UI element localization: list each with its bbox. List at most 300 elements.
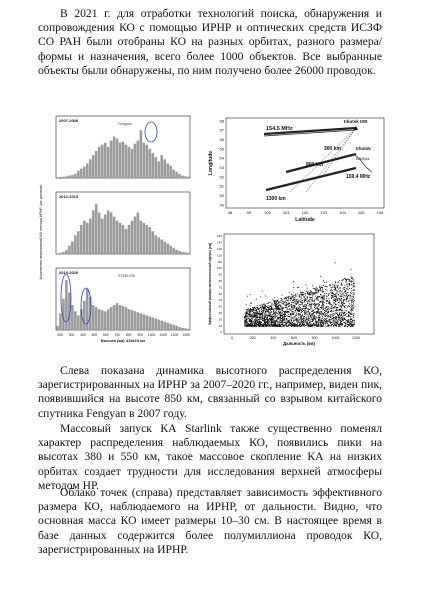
scatter-point bbox=[303, 320, 304, 321]
scatter-point bbox=[293, 287, 294, 288]
scatter-point bbox=[262, 325, 263, 326]
hist-bar bbox=[74, 235, 77, 254]
scatter-point bbox=[347, 286, 348, 287]
scatter-point bbox=[344, 289, 345, 290]
scatter-point bbox=[353, 292, 354, 293]
scatter-point bbox=[322, 318, 323, 319]
scatter-point bbox=[343, 279, 344, 280]
scatter-point bbox=[324, 322, 325, 323]
track-label-300: 300 km bbox=[324, 146, 341, 152]
track-label-159: 159.4 MHz bbox=[346, 174, 371, 180]
scatter-point bbox=[277, 313, 278, 314]
scatter-point bbox=[326, 286, 327, 287]
scatter-point bbox=[353, 307, 354, 308]
scatter-point bbox=[350, 297, 351, 298]
scatter-point bbox=[250, 319, 251, 320]
hist-bar bbox=[125, 307, 128, 330]
scatter-point bbox=[345, 325, 346, 326]
scatter-point bbox=[263, 324, 264, 325]
scatter-point bbox=[272, 303, 273, 304]
scatter-point bbox=[298, 308, 299, 309]
scatter-point bbox=[347, 284, 348, 285]
scatter-point bbox=[318, 316, 319, 317]
scatter-point bbox=[312, 293, 313, 294]
scatter-ytick: 50 bbox=[218, 298, 222, 303]
scatter-point bbox=[291, 304, 292, 305]
scatter-point bbox=[321, 298, 322, 299]
scatter-point bbox=[288, 309, 289, 310]
scatter-point bbox=[316, 325, 317, 326]
scatter-point bbox=[353, 320, 354, 321]
scatter-point bbox=[327, 316, 328, 317]
scatter-point bbox=[275, 326, 276, 327]
scatter-point bbox=[268, 311, 269, 312]
scatter-point bbox=[316, 293, 317, 294]
scatter-point bbox=[335, 310, 336, 311]
scatter-point bbox=[264, 317, 265, 318]
scatter-point bbox=[337, 300, 338, 301]
scatter-point bbox=[338, 315, 339, 316]
hist-bar bbox=[119, 143, 122, 178]
scatter-point bbox=[299, 310, 300, 311]
scatter-point bbox=[292, 314, 293, 315]
scatter-point bbox=[336, 293, 337, 294]
scatter-point bbox=[325, 318, 326, 319]
hist-bar bbox=[157, 161, 160, 178]
scatter-point bbox=[315, 316, 316, 317]
scatter-point bbox=[309, 294, 310, 295]
scatter-point bbox=[280, 312, 281, 313]
fengyan-peak-ellipse bbox=[145, 122, 157, 142]
scatter-point bbox=[267, 309, 268, 310]
hist-bar bbox=[122, 225, 125, 254]
scatter-point bbox=[335, 301, 336, 302]
scatter-point bbox=[346, 284, 347, 285]
scatter-point bbox=[295, 306, 296, 307]
scatter-point bbox=[306, 322, 307, 323]
scatter-point bbox=[294, 323, 295, 324]
hist-bar bbox=[113, 136, 116, 178]
scatter-point bbox=[247, 325, 248, 326]
scatter-point bbox=[323, 324, 324, 325]
scatter-point bbox=[295, 303, 296, 304]
scatter-point bbox=[293, 295, 294, 296]
scatter-point bbox=[310, 319, 311, 320]
scatter-point bbox=[348, 312, 349, 313]
scatter-point bbox=[352, 325, 353, 326]
scatter-point bbox=[275, 301, 276, 302]
scatter-point bbox=[322, 298, 323, 299]
hist-bar bbox=[172, 248, 175, 254]
scatter-point bbox=[340, 300, 341, 301]
scatter-point bbox=[324, 310, 325, 311]
scatter-point bbox=[269, 307, 270, 308]
scatter-point bbox=[306, 305, 307, 306]
scatter-point bbox=[332, 296, 333, 297]
scatter-point bbox=[332, 297, 333, 298]
scatter-point bbox=[304, 326, 305, 327]
scatter-point bbox=[288, 303, 289, 304]
scatter-point bbox=[245, 316, 246, 317]
beam-line bbox=[306, 128, 356, 192]
scatter-point bbox=[273, 311, 274, 312]
scatter-point bbox=[274, 323, 275, 324]
scatter-point bbox=[284, 314, 285, 315]
scatter-point bbox=[331, 287, 332, 288]
scatter-point bbox=[284, 313, 285, 314]
hist-bar bbox=[56, 177, 59, 178]
scatter-point bbox=[278, 302, 279, 303]
scatter-point bbox=[334, 313, 335, 314]
scatter-point bbox=[294, 298, 295, 299]
scatter-point bbox=[324, 297, 325, 298]
hist-bar bbox=[137, 212, 140, 254]
scatter-point bbox=[332, 311, 333, 312]
scatter-point bbox=[343, 300, 344, 301]
scatter-point bbox=[280, 315, 281, 316]
scatter-point bbox=[309, 313, 310, 314]
scatter-point bbox=[296, 299, 297, 300]
hist-bar bbox=[163, 159, 166, 178]
scatter-point bbox=[327, 320, 328, 321]
scatter-point bbox=[306, 319, 307, 320]
scatter-point bbox=[269, 321, 270, 322]
scatter-point bbox=[287, 316, 288, 317]
scatter-point bbox=[334, 317, 335, 318]
scatter-point bbox=[328, 308, 329, 309]
hist-bar bbox=[137, 141, 140, 178]
scatter-point bbox=[301, 302, 302, 303]
scatter-point bbox=[252, 325, 253, 326]
scatter-point bbox=[337, 286, 338, 287]
scatter-point bbox=[336, 318, 337, 319]
scatter-point bbox=[254, 316, 255, 317]
scatter-point bbox=[248, 317, 249, 318]
scatter-point bbox=[255, 322, 256, 323]
scatter-point bbox=[258, 308, 259, 309]
scatter-point bbox=[313, 301, 314, 302]
hist-bar bbox=[71, 242, 74, 254]
scatter-point bbox=[334, 296, 335, 297]
scatter-point bbox=[283, 314, 284, 315]
scatter-point bbox=[310, 290, 311, 291]
scatter-point bbox=[275, 314, 276, 315]
scatter-point bbox=[346, 301, 347, 302]
hist-bar bbox=[98, 212, 101, 254]
scatter-point bbox=[348, 315, 349, 316]
scatter-point bbox=[339, 326, 340, 327]
scatter-point bbox=[253, 321, 254, 322]
scatter-point bbox=[284, 319, 285, 320]
scatter-point bbox=[281, 298, 282, 299]
scatter-point bbox=[284, 320, 285, 321]
scatter-point bbox=[339, 287, 340, 288]
scatter-point bbox=[304, 311, 305, 312]
scatter-point bbox=[273, 324, 274, 325]
hist-period-label: 2007-2009 bbox=[59, 118, 79, 123]
scatter-point bbox=[328, 298, 329, 299]
scatter-point bbox=[331, 306, 332, 307]
scatter-point bbox=[300, 309, 301, 310]
size-range-scatter bbox=[206, 232, 390, 350]
scatter-point bbox=[344, 292, 345, 293]
scatter-point bbox=[278, 314, 279, 315]
scatter-point bbox=[322, 289, 323, 290]
scatter-point bbox=[294, 317, 295, 318]
scatter-point bbox=[316, 326, 317, 327]
scatter-point bbox=[271, 312, 272, 313]
scatter-point bbox=[339, 291, 340, 292]
hist-bar bbox=[77, 171, 80, 178]
scatter-point bbox=[303, 294, 304, 295]
scatter-point bbox=[277, 300, 278, 301]
scatter-point bbox=[282, 299, 283, 300]
scatter-point bbox=[344, 315, 345, 316]
hist-bar bbox=[157, 320, 160, 330]
scatter-point bbox=[354, 293, 355, 294]
scatter-point bbox=[343, 320, 344, 321]
scatter-point bbox=[284, 301, 285, 302]
scatter-point bbox=[258, 319, 259, 320]
scatter-point bbox=[341, 323, 342, 324]
scatter-point bbox=[321, 308, 322, 309]
scatter-point bbox=[304, 298, 305, 299]
scatter-point bbox=[285, 316, 286, 317]
scatter-point bbox=[310, 312, 311, 313]
scatter-point bbox=[325, 321, 326, 322]
scatter-point bbox=[312, 318, 313, 319]
track-ytick: 56 bbox=[219, 137, 224, 143]
scatter-point bbox=[332, 284, 333, 285]
hist-bar bbox=[65, 280, 68, 330]
scatter-point bbox=[276, 301, 277, 302]
hist-bar bbox=[128, 309, 131, 330]
scatter-point bbox=[327, 290, 328, 291]
scatter-point bbox=[276, 325, 277, 326]
scatter-point bbox=[300, 304, 301, 305]
hist-xtick: 800 bbox=[125, 333, 132, 337]
scatter-point bbox=[347, 298, 348, 299]
scatter-point bbox=[326, 306, 327, 307]
scatter-point bbox=[245, 321, 246, 322]
scatter-point bbox=[299, 326, 300, 327]
scatter-point bbox=[266, 319, 267, 320]
scatter-point bbox=[274, 312, 275, 313]
scatter-point bbox=[349, 320, 350, 321]
scatter-point bbox=[341, 307, 342, 308]
scatter-point bbox=[318, 309, 319, 310]
scatter-point bbox=[300, 307, 301, 308]
scatter-point bbox=[249, 314, 250, 315]
scatter-point bbox=[316, 287, 317, 288]
hist-bar bbox=[98, 147, 101, 178]
scatter-point bbox=[339, 318, 340, 319]
scatter-point bbox=[314, 300, 315, 301]
track-ytick: 55 bbox=[219, 146, 224, 152]
track-xtick: 101 bbox=[282, 210, 290, 215]
scatter-point bbox=[344, 291, 345, 292]
scatter-point bbox=[332, 318, 333, 319]
track-label-baikal: BAIKAL bbox=[356, 156, 371, 161]
hist-bar bbox=[187, 253, 190, 254]
scatter-point bbox=[321, 324, 322, 325]
scatter-point bbox=[297, 303, 298, 304]
scatter-point bbox=[317, 317, 318, 318]
scatter-point bbox=[344, 318, 345, 319]
scatter-point bbox=[283, 326, 284, 327]
scatter-point bbox=[328, 295, 329, 296]
scatter-point bbox=[324, 299, 325, 300]
scatter-point bbox=[331, 293, 332, 294]
scatter-point bbox=[291, 318, 292, 319]
scatter-point bbox=[330, 292, 331, 293]
scatter-point bbox=[247, 321, 248, 322]
hist-bar bbox=[86, 223, 89, 254]
scatter-point bbox=[297, 322, 298, 323]
scatter-point bbox=[336, 308, 337, 309]
scatter-point bbox=[306, 297, 307, 298]
scatter-point bbox=[335, 281, 336, 282]
scatter-point bbox=[353, 304, 354, 305]
scatter-point bbox=[279, 305, 280, 306]
scatter-ytick: 140 bbox=[216, 240, 222, 245]
scatter-point bbox=[276, 309, 277, 310]
scatter-point bbox=[270, 326, 271, 327]
scatter-point bbox=[256, 315, 257, 316]
scatter-point bbox=[331, 304, 332, 305]
scatter-point bbox=[278, 318, 279, 319]
scatter-point bbox=[307, 316, 308, 317]
scatter-point bbox=[302, 322, 303, 323]
scatter-point bbox=[313, 320, 314, 321]
scatter-point bbox=[325, 323, 326, 324]
scatter-point bbox=[294, 301, 295, 302]
scatter-point bbox=[251, 318, 252, 319]
scatter-point bbox=[351, 302, 352, 303]
scatter-point bbox=[282, 324, 283, 325]
scatter-point bbox=[303, 317, 304, 318]
scatter-point bbox=[299, 294, 300, 295]
scatter-point bbox=[249, 325, 250, 326]
scatter-point bbox=[336, 290, 337, 291]
scatter-point bbox=[351, 285, 352, 286]
scatter-point bbox=[329, 303, 330, 304]
scatter-point bbox=[322, 314, 323, 315]
scatter-point bbox=[347, 307, 348, 308]
scatter-point bbox=[256, 310, 257, 311]
scatter-point bbox=[329, 319, 330, 320]
scatter-point bbox=[304, 299, 305, 300]
scatter-point bbox=[342, 323, 343, 324]
scatter-point bbox=[300, 318, 301, 319]
scatter-point bbox=[293, 326, 294, 327]
scatter-point bbox=[338, 285, 339, 286]
hist-bar bbox=[74, 311, 77, 330]
scatter-point bbox=[307, 303, 308, 304]
scatter-point bbox=[318, 300, 319, 301]
hist-bar bbox=[92, 305, 95, 330]
scatter-point bbox=[260, 319, 261, 320]
hist-bar bbox=[169, 166, 172, 178]
scatter-point bbox=[312, 311, 313, 312]
scatter-xtick: 0 bbox=[231, 336, 233, 340]
scatter-point bbox=[250, 309, 251, 310]
scatter-point bbox=[293, 321, 294, 322]
scatter-point bbox=[290, 305, 291, 306]
scatter-point bbox=[340, 319, 341, 320]
scatter-point bbox=[333, 320, 334, 321]
scatter-point bbox=[255, 313, 256, 314]
scatter-point bbox=[312, 285, 313, 286]
hist-bar bbox=[181, 176, 184, 178]
scatter-point bbox=[274, 305, 275, 306]
scatter-point bbox=[306, 317, 307, 318]
scatter-point bbox=[323, 308, 324, 309]
scatter-point bbox=[259, 305, 260, 306]
scatter-point bbox=[263, 307, 264, 308]
hist-bar bbox=[137, 312, 140, 330]
scatter-point bbox=[312, 319, 313, 320]
scatter-point bbox=[314, 315, 315, 316]
scatter-point bbox=[274, 315, 275, 316]
scatter-point bbox=[295, 319, 296, 320]
scatter-point bbox=[335, 282, 336, 283]
scatter-point bbox=[349, 296, 350, 297]
hist-bar bbox=[154, 235, 157, 254]
scatter-point bbox=[322, 295, 323, 296]
scatter-point bbox=[345, 293, 346, 294]
scatter-point bbox=[322, 309, 323, 310]
scatter-point bbox=[322, 321, 323, 322]
scatter-point bbox=[285, 324, 286, 325]
scatter-point bbox=[261, 326, 262, 327]
scatter-point bbox=[307, 323, 308, 324]
hist-bar bbox=[59, 313, 62, 330]
scatter-point bbox=[308, 311, 309, 312]
scatter-point bbox=[264, 324, 265, 325]
scatter-point bbox=[332, 324, 333, 325]
scatter-point bbox=[349, 285, 350, 286]
scatter-point bbox=[319, 314, 320, 315]
scatter-point bbox=[314, 309, 315, 310]
hist-bar bbox=[119, 223, 122, 254]
scatter-point bbox=[289, 320, 290, 321]
scatter-point bbox=[345, 310, 346, 311]
scatter-point bbox=[271, 321, 272, 322]
scatter-point bbox=[245, 320, 246, 321]
scatter-point bbox=[331, 290, 332, 291]
scatter-point bbox=[342, 304, 343, 305]
scatter-point bbox=[319, 286, 320, 287]
scatter-point bbox=[273, 316, 274, 317]
hist-bar bbox=[184, 252, 187, 254]
hist-bar bbox=[125, 145, 128, 178]
scatter-point bbox=[339, 313, 340, 314]
scatter-point bbox=[279, 302, 280, 303]
scatter-point bbox=[319, 287, 320, 288]
hist-bar bbox=[65, 250, 68, 254]
scatter-point bbox=[326, 296, 327, 297]
scatter-point bbox=[254, 307, 255, 308]
scatter-point bbox=[343, 303, 344, 304]
scatter-point bbox=[353, 315, 354, 316]
scatter-point bbox=[297, 307, 298, 308]
scatter-point bbox=[290, 309, 291, 310]
scatter-point bbox=[251, 316, 252, 317]
scatter-point bbox=[309, 320, 310, 321]
scatter-point bbox=[307, 292, 308, 293]
scatter-point bbox=[294, 323, 295, 324]
